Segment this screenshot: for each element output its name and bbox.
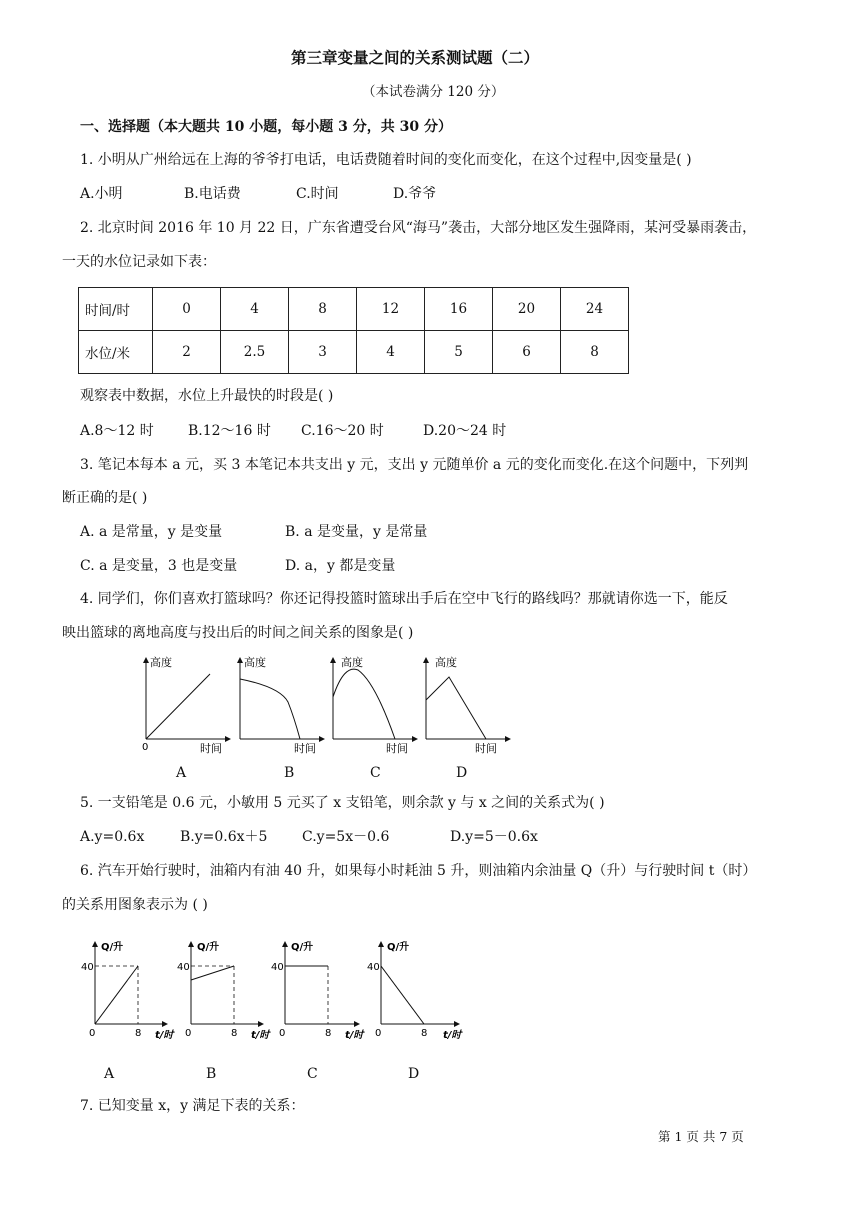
q6-b-xlabel: t/时: [251, 1030, 270, 1041]
question-6-stem-line1: 6. 汽车开始行驶时，油箱内有油 40 升，如果每小时耗油 5 升，则油箱内余油量 Q（升）与行驶时间 t（时）: [80, 863, 757, 879]
q6-label-b: B: [206, 1066, 217, 1082]
table-cell: 6: [493, 331, 561, 374]
question-2-stem-line2: 一天的水位记录如下表：: [62, 254, 216, 270]
q6-a-xtick: 8: [135, 1028, 142, 1039]
q4-label-a: A: [176, 765, 187, 781]
q2-option-c: C.16～20 时: [301, 423, 384, 439]
q6-d-xlabel: t/时: [443, 1030, 462, 1041]
q6-graph-d: [367, 940, 463, 1041]
question-3-stem-line2: 断正确的是( ): [62, 490, 148, 506]
q2-option-d: D.20～24 时: [423, 423, 507, 439]
q5-option-b: B.y=0.6x＋5: [180, 829, 268, 845]
q6-curve-d: [381, 966, 424, 1024]
question-1-stem: 1. 小明从广州给远在上海的爷爷打电话，电话费随着时间的变化而变化，在这个过程中,因变量是( ): [80, 152, 692, 168]
q4-label-d: D: [456, 765, 468, 781]
q4-label-c: C: [370, 765, 381, 781]
q6-graph-a: [81, 940, 175, 1041]
q6-d-xtick: 8: [421, 1028, 428, 1039]
q6-b-ylabel: Q/升: [197, 942, 220, 953]
table-cell: 24: [561, 288, 629, 331]
q4-b-xlabel: 时间: [294, 742, 316, 755]
question-2-stem-line1: 2. 北京时间 2016 年 10 月 22 日，广东省遭受台风“海马”袭击，大部分地区发生强降雨，某河受暴雨袭击，: [80, 220, 757, 236]
q6-d-ylabel: Q/升: [387, 942, 410, 953]
q6-d-origin: 0: [375, 1028, 382, 1039]
q4-curve-a: [146, 674, 210, 739]
q4-c-ylabel: 高度: [341, 656, 363, 669]
q4-graph-d: [426, 655, 510, 755]
question-7-stem: 7. 已知变量 x，y 满足下表的关系：: [80, 1098, 305, 1114]
q4-graph-a: [142, 655, 230, 755]
page-title: 第三章变量之间的关系测试题（二）: [291, 48, 540, 67]
table-row-header: 时间/时: [79, 288, 153, 331]
table-cell: 16: [425, 288, 493, 331]
q6-label-a: A: [104, 1066, 115, 1082]
q6-b-xtick: 8: [231, 1028, 238, 1039]
q6-curve-b: [191, 966, 234, 980]
q1-option-c: C.时间: [296, 186, 339, 202]
table-cell: 3: [289, 331, 357, 374]
table-cell: 4: [221, 288, 289, 331]
q4-graphs: [130, 652, 510, 757]
q3-option-d: D. a，y 都是变量: [285, 558, 396, 574]
question-5-stem: 5. 一支铅笔是 0.6 元，小敏用 5 元买了 x 支铅笔，则余款 y 与 x 之间的关系式为( ): [80, 795, 605, 811]
q4-curve-d: [426, 677, 486, 739]
q5-option-a: A.y=0.6x: [80, 829, 145, 845]
q1-option-d: D.爷爷: [393, 186, 437, 202]
q2-option-b: B.12～16 时: [188, 423, 271, 439]
q6-label-c: C: [307, 1066, 318, 1082]
q4-a-xlabel: 时间: [200, 742, 222, 755]
page-subtitle: （本试卷满分 120 分）: [362, 84, 505, 100]
question-6-stem-line2: 的关系用图象表示为 ( ): [62, 897, 208, 913]
q4-label-b: B: [284, 765, 295, 781]
water-level-table: [78, 287, 629, 374]
q4-graph-c: [333, 655, 417, 755]
table-cell: 8: [561, 331, 629, 374]
table-row: [79, 331, 629, 374]
question-4-stem-line1: 4. 同学们，你们喜欢打篮球吗？你还记得投篮时篮球出手后在空中飞行的路线吗？那就请你选一下，能反: [80, 591, 728, 607]
q4-b-ylabel: 高度: [244, 656, 266, 669]
q4-curve-b: [240, 679, 300, 739]
q6-c-ytick: 40: [271, 962, 284, 973]
q3-option-a: A. a 是常量，y 是变量: [80, 524, 223, 540]
table-cell: 2.5: [221, 331, 289, 374]
q6-curve-a: [95, 966, 138, 1024]
table-cell: 20: [493, 288, 561, 331]
question-3-stem-line1: 3. 笔记本每本 a 元，买 3 本笔记本共支出 y 元，支出 y 元随单价 a 元的变化而变化.在这个问题中，下列判: [80, 457, 749, 473]
q4-d-xlabel: 时间: [475, 742, 497, 755]
q3-option-c: C. a 是变量，3 也是变量: [80, 558, 238, 574]
page-footer: 第 1 页 共 7 页: [658, 1129, 744, 1144]
q4-d-ylabel: 高度: [435, 656, 457, 669]
q2-option-a: A.8～12 时: [80, 423, 154, 439]
q6-c-origin: 0: [279, 1028, 286, 1039]
question-2-ask: 观察表中数据，水位上升最快的时段是( ): [80, 388, 334, 404]
q6-a-ylabel: Q/升: [101, 942, 124, 953]
q6-graph-c: [271, 940, 365, 1041]
q6-c-xlabel: t/时: [345, 1030, 364, 1041]
table-cell: 4: [357, 331, 425, 374]
table-row-header: 水位/米: [79, 331, 153, 374]
q3-option-b: B. a 是变量，y 是常量: [285, 524, 428, 540]
q4-c-xlabel: 时间: [386, 742, 408, 755]
q1-option-b: B.电话费: [184, 186, 241, 202]
q6-d-ytick: 40: [367, 962, 380, 973]
table-cell: 5: [425, 331, 493, 374]
question-4-stem-line2: 映出篮球的离地高度与投出后的时间之间关系的图象是( ): [62, 625, 414, 641]
section-heading: 一、选择题（本大题共 10 小题，每小题 3 分，共 30 分）: [80, 119, 452, 135]
table-row: [79, 288, 629, 331]
table-cell: 12: [357, 288, 425, 331]
q4-a-origin: 0: [142, 742, 149, 753]
q4-a-ylabel: 高度: [150, 656, 172, 669]
q6-a-xlabel: t/时: [155, 1030, 174, 1041]
table-cell: 2: [153, 331, 221, 374]
q6-graph-b: [177, 940, 271, 1041]
q6-graphs: [75, 938, 470, 1043]
q6-label-d: D: [408, 1066, 420, 1082]
q4-graph-b: [240, 655, 324, 755]
q5-option-d: D.y=5－0.6x: [450, 829, 538, 845]
q6-a-ytick: 40: [81, 962, 94, 973]
q6-b-origin: 0: [185, 1028, 192, 1039]
q5-option-c: C.y=5x－0.6: [302, 829, 390, 845]
q4-curve-c: [333, 669, 395, 739]
q1-option-a: A.小明: [80, 186, 123, 202]
q6-a-origin: 0: [89, 1028, 96, 1039]
q6-c-xtick: 8: [325, 1028, 332, 1039]
table-cell: 0: [153, 288, 221, 331]
q6-b-ytick: 40: [177, 962, 190, 973]
table-cell: 8: [289, 288, 357, 331]
q6-c-ylabel: Q/升: [291, 942, 314, 953]
